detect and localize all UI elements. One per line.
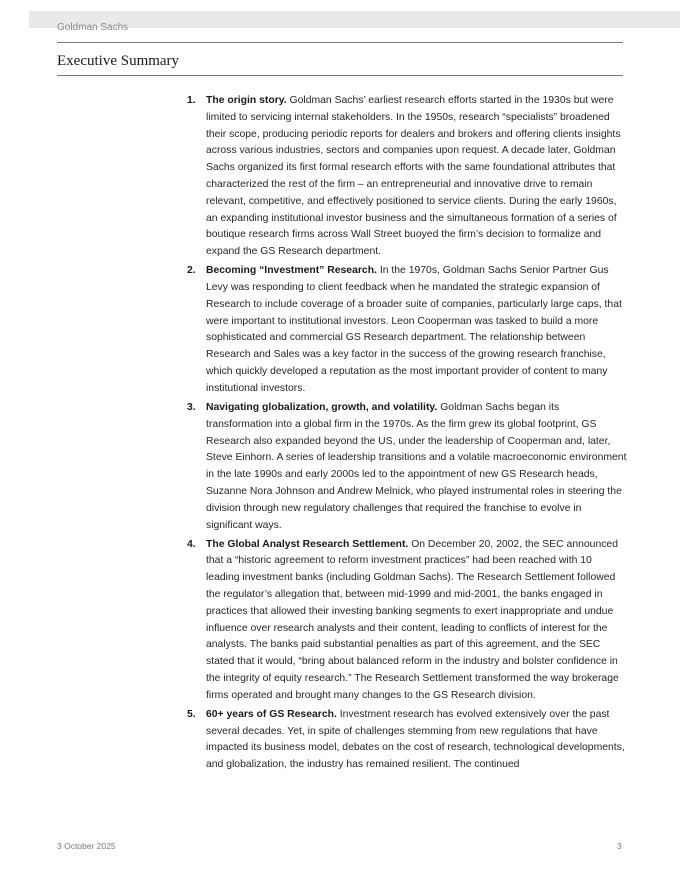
- item-lead: Becoming “Investment” Research.: [206, 265, 377, 277]
- item-lead: 60+ years of GS Research.: [206, 708, 337, 720]
- item-body: Goldman Sachs’ earliest research efforts started in the 1930s but were limited to servicing internal stakeholders. In the 1950s, research “specialists” broadened their scope, producing periodic reports for dealers and brokers and offering clients insights across various industries, sectors and companies upon request. A decade later, Goldman Sachs organized its first formal research efforts with the same foundational attributes that characterized the rest of the firm – an entrepreneurial and innovative drive to remain relevant, competitive, and effectively positioned to service clients. During the early 1960s, an expanding institutional investor business and the simultaneous formation of a series of boutique research firms across Wall Street buoyed the firm’s decision to formalize and expand the GS Research department.: [206, 95, 621, 258]
- summary-list: [187, 93, 627, 776]
- summary-item-5: [187, 707, 627, 774]
- item-number: 4.: [187, 538, 196, 550]
- item-number: 3.: [187, 401, 196, 413]
- summary-item-2: [187, 263, 627, 397]
- page-number: 3: [617, 841, 622, 851]
- item-body: Goldman Sachs began its transformation into a global firm in the 1970s. As the firm grew its global footprint, GS Research also expanded beyond the US, under the leadership of Cooperman and, later, Steve Einhorn. A series of leadership transitions and a volatile macroeconomic environment in the late 1990s and early 2000s led to the appointment of new GS Research heads, Suzanne Nora Johnson and Andrew Melnick, who played instrumental roles in steering the division through new regulatory challenges that required the franchise to evolve in significant ways.: [206, 401, 627, 531]
- summary-item-3: [187, 400, 627, 534]
- item-lead: Navigating globalization, growth, and volatility.: [206, 401, 438, 413]
- item-number: 1.: [187, 95, 196, 106]
- item-lead: The Global Analyst Research Settlement.: [206, 538, 409, 550]
- header-rule: [57, 42, 623, 43]
- item-lead: The origin story.: [206, 95, 287, 106]
- section-rule: [57, 75, 623, 76]
- summary-item-1: [187, 93, 627, 261]
- header-brand-clip: [57, 22, 257, 34]
- header-brand: Goldman Sachs: [57, 22, 129, 33]
- section-title: Executive Summary: [57, 53, 180, 69]
- footer-date: 3 October 2025: [57, 841, 116, 851]
- summary-item-4: [187, 537, 627, 705]
- item-body: Investment research has evolved extensively over the past several decades. Yet, in spite of challenges stemming from new regulations that have impacted its business model, debates on the cost of research, technological developments, and globalization, the industry has remained resilient. The continued: [206, 708, 625, 771]
- item-body: In the 1970s, Goldman Sachs Senior Partner Gus Levy was responding to client feedback when he mandated the strategic expansion of Research to include coverage of a broader suite of companies, particularly large caps, that were important to institutional investors. Leon Cooperman was tasked to build a more sophisticated and commercial GS Research department. The relationship between Research and Sales was a key factor in the success of the growing research franchise, which quickly developed a reputation as the most important provider of content to many institutional investors.: [206, 265, 622, 394]
- item-number: 2.: [187, 265, 196, 277]
- item-number: 5.: [187, 708, 196, 720]
- item-body: On December 20, 2002, the SEC announced that a “historic agreement to reform investment practices” had been reached with 10 leading investment banks (including Goldman Sachs). The Research Settlement followed the regulator’s allegation that, between mid-1999 and mid-2001, the banks engaged in practices that allowed their investing banking segments to exert inappropriate and undue influence over research analysts and their content, leading to conflicts of interest for the analysts. The banks paid substantial penalties as part of this agreement, and the SEC stated that it would, “bring about balanced reform in the industry and bolster confidence in the integrity of equity research.” The Research Settlement transformed the way brokerage firms operated and brought many changes to the GS Research division.: [206, 538, 619, 701]
